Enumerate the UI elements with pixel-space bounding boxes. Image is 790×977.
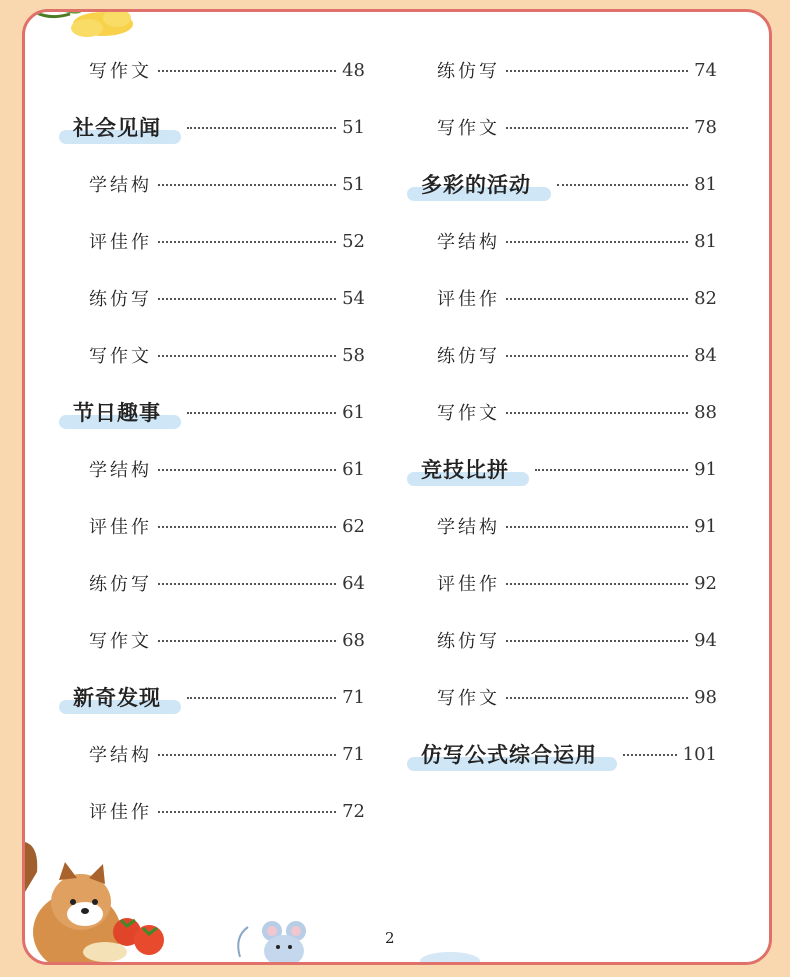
entry-label: 写作文 <box>89 346 152 367</box>
entry-label: 练仿写 <box>437 61 500 82</box>
dot-leader <box>187 412 336 414</box>
toc-entry[interactable] <box>407 278 717 318</box>
dot-leader <box>158 298 336 300</box>
toc-entry[interactable] <box>59 563 365 603</box>
dot-leader <box>158 583 336 585</box>
entry-page-number: 51 <box>342 173 365 195</box>
entry-page-number: 61 <box>342 458 365 480</box>
dot-leader <box>506 697 688 699</box>
entry-label: 练仿写 <box>437 631 500 652</box>
entry-page-number: 58 <box>342 344 365 366</box>
entry-label: 学结构 <box>437 517 500 538</box>
entry-page-number: 71 <box>342 743 365 765</box>
cloud-illustration <box>415 947 485 965</box>
dot-leader <box>187 697 336 699</box>
toc-entry[interactable] <box>407 563 717 603</box>
dot-leader <box>506 298 688 300</box>
entry-page-number: 81 <box>694 230 717 252</box>
toc-entry[interactable] <box>407 335 717 375</box>
toc-entry[interactable] <box>407 392 717 432</box>
entry-label: 评佳作 <box>89 802 152 823</box>
entry-label: 评佳作 <box>89 232 152 253</box>
entry-page-number: 71 <box>342 686 365 708</box>
entry-page-number: 81 <box>694 173 717 195</box>
toc-entry[interactable] <box>59 734 365 774</box>
section-title: 仿写公式综合运用 <box>407 739 617 769</box>
dot-leader <box>158 811 336 813</box>
dot-leader <box>623 754 677 756</box>
toc-section-entry[interactable] <box>59 107 365 147</box>
entry-label: 写作文 <box>89 631 152 652</box>
toc-section-entry[interactable] <box>407 734 717 774</box>
toc-entry[interactable] <box>59 50 365 90</box>
entry-label: 学结构 <box>89 460 152 481</box>
dot-leader <box>187 127 336 129</box>
dot-leader <box>535 469 688 471</box>
entry-label: 评佳作 <box>437 574 500 595</box>
toc-entry[interactable] <box>407 221 717 261</box>
toc-entry[interactable] <box>407 50 717 90</box>
section-title: 社会见闻 <box>59 112 181 142</box>
entry-label: 练仿写 <box>89 289 152 310</box>
entry-label: 学结构 <box>437 232 500 253</box>
dot-leader <box>506 127 688 129</box>
dot-leader <box>158 526 336 528</box>
toc-entry[interactable] <box>59 278 365 318</box>
entry-page-number: 98 <box>694 686 717 708</box>
toc-entry[interactable] <box>407 506 717 546</box>
entry-page-number: 84 <box>694 344 717 366</box>
dot-leader <box>158 70 336 72</box>
entry-label: 写作文 <box>437 403 500 424</box>
entry-page-number: 101 <box>682 743 717 765</box>
toc-section-entry[interactable] <box>407 449 717 489</box>
section-title: 节日趣事 <box>59 397 181 427</box>
entry-page-number: 64 <box>342 572 365 594</box>
entry-label: 学结构 <box>89 745 152 766</box>
dot-leader <box>506 241 688 243</box>
dot-leader <box>506 355 688 357</box>
dot-leader <box>158 469 336 471</box>
dot-leader <box>506 70 688 72</box>
toc-entry[interactable] <box>59 449 365 489</box>
entry-page-number: 48 <box>342 59 365 81</box>
toc-entry[interactable] <box>59 164 365 204</box>
entry-page-number: 82 <box>694 287 717 309</box>
entry-page-number: 92 <box>694 572 717 594</box>
dot-leader <box>506 640 688 642</box>
entry-page-number: 51 <box>342 116 365 138</box>
entry-label: 写作文 <box>437 688 500 709</box>
toc-section-entry[interactable] <box>59 677 365 717</box>
toc-entry[interactable] <box>59 506 365 546</box>
dot-leader <box>557 184 688 186</box>
entry-label: 练仿写 <box>437 346 500 367</box>
entry-page-number: 62 <box>342 515 365 537</box>
section-title: 竞技比拼 <box>407 454 529 484</box>
entry-page-number: 88 <box>694 401 717 423</box>
dot-leader <box>158 754 336 756</box>
toc-entry[interactable] <box>59 791 365 831</box>
entry-page-number: 94 <box>694 629 717 651</box>
entry-page-number: 68 <box>342 629 365 651</box>
entry-page-number: 78 <box>694 116 717 138</box>
toc-entry[interactable] <box>59 620 365 660</box>
dot-leader <box>158 184 336 186</box>
dot-leader <box>158 241 336 243</box>
section-title: 多彩的活动 <box>407 169 551 199</box>
toc-entry[interactable] <box>407 620 717 660</box>
entry-page-number: 72 <box>342 800 365 822</box>
dot-leader <box>158 355 336 357</box>
toc-entry[interactable] <box>407 107 717 147</box>
leaf-cloud-illustration <box>25 9 145 52</box>
page-number: 2 <box>385 929 395 947</box>
entry-page-number: 61 <box>342 401 365 423</box>
entry-label: 写作文 <box>89 61 152 82</box>
entry-page-number: 91 <box>694 515 717 537</box>
toc-entry[interactable] <box>407 677 717 717</box>
toc-section-entry[interactable] <box>407 164 717 204</box>
entry-label: 写作文 <box>437 118 500 139</box>
dot-leader <box>506 412 688 414</box>
dot-leader <box>158 640 336 642</box>
dot-leader <box>506 526 688 528</box>
entry-page-number: 54 <box>342 287 365 309</box>
entry-label: 评佳作 <box>437 289 500 310</box>
entry-label: 练仿写 <box>89 574 152 595</box>
toc-page <box>22 9 772 965</box>
entry-label: 学结构 <box>89 175 152 196</box>
entry-page-number: 52 <box>342 230 365 252</box>
entry-label: 评佳作 <box>89 517 152 538</box>
entry-page-number: 74 <box>694 59 717 81</box>
toc-entry[interactable] <box>59 221 365 261</box>
toc-entry[interactable] <box>59 335 365 375</box>
toc-section-entry[interactable] <box>59 392 365 432</box>
section-title: 新奇发现 <box>59 682 181 712</box>
entry-page-number: 91 <box>694 458 717 480</box>
mouse-illustration <box>230 917 320 962</box>
dot-leader <box>506 583 688 585</box>
dog-and-tomatoes-illustration <box>25 832 185 962</box>
